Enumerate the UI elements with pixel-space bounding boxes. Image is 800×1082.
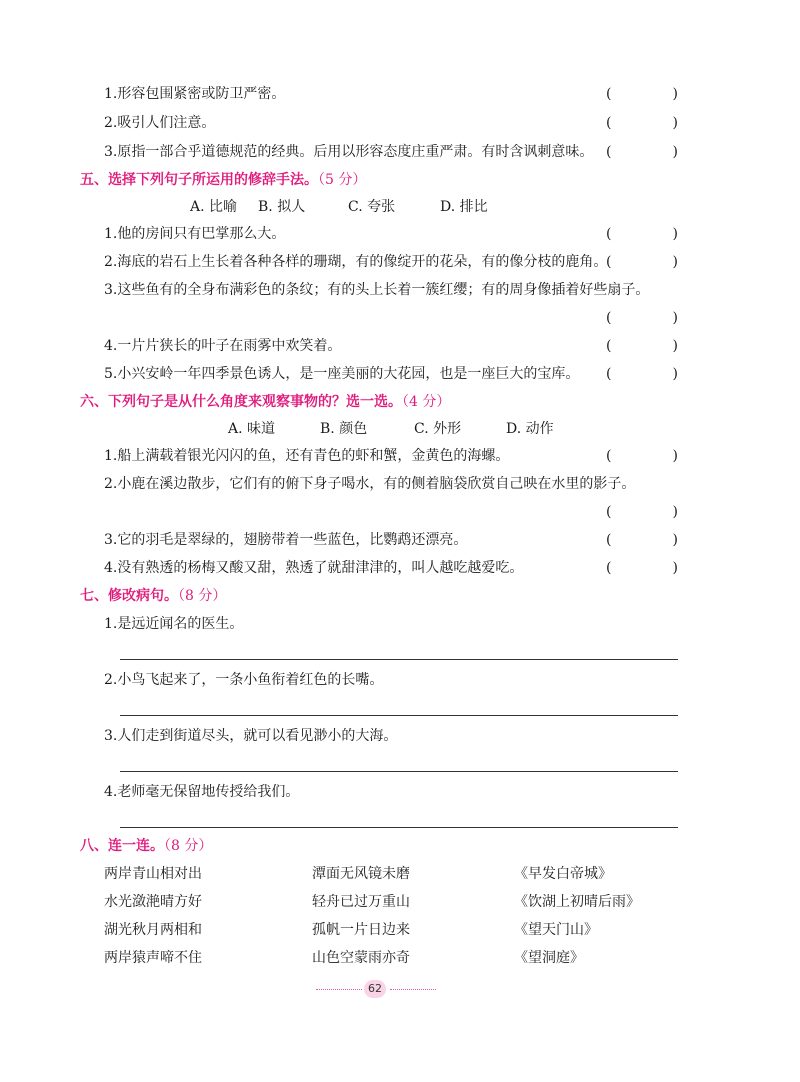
poem-title[interactable]: 《望天门山》: [514, 922, 598, 938]
section-7-title: 七、修改病句。（8 分）: [80, 588, 227, 604]
footer-divider: [390, 989, 436, 990]
question-6-1: 1.船上满载着银光闪闪的鱼，还有青色的虾和蟹，金黄色的海螺。: [104, 448, 510, 464]
poem-line-middle[interactable]: 轻舟已过万重山: [312, 894, 410, 910]
poem-title[interactable]: 《早发白帝城》: [514, 866, 612, 882]
poem-line-middle[interactable]: 孤帆一片日边来: [312, 922, 410, 938]
question-6-4: 4.没有熟透的杨梅又酸又甜，熟透了就甜津津的，叫人越吃越爱吃。: [104, 560, 524, 576]
poem-line-middle[interactable]: 山色空蒙雨亦奇: [312, 950, 410, 966]
question-5-4: 4.一片片狭长的叶子在雨雾中欢笑着。: [104, 338, 342, 354]
answer-line[interactable]: [120, 659, 678, 660]
question-5-3: 3.这些鱼有的全身布满彩色的条纹；有的头上长着一簇红缨；有的周身像插着好些扇子。: [104, 282, 650, 298]
poem-line-left[interactable]: 两岸猿声啼不住: [104, 950, 202, 966]
sentence-7-4: 4.老师毫无保留地传授给我们。: [104, 784, 300, 800]
question-6-3: 3.它的羽毛是翠绿的，翅膀带着一些蓝色，比鹦鹉还漂亮。: [104, 532, 468, 548]
option-a: A. 比喻: [190, 199, 238, 215]
poem-title[interactable]: 《望洞庭》: [514, 950, 584, 966]
option-c: C. 外形: [414, 421, 462, 437]
answer-line[interactable]: [120, 715, 678, 716]
poem-line-left[interactable]: 湖光秋月两相和: [104, 922, 202, 938]
idiom-clue-1: 1.形容包围紧密或防卫严密。: [104, 86, 286, 102]
option-b: B. 颜色: [320, 421, 368, 437]
answer-line[interactable]: [120, 827, 678, 828]
sentence-7-3: 3.人们走到街道尽头，就可以看见渺小的大海。: [104, 728, 398, 744]
section-8-title: 八、连一连。（8 分）: [80, 838, 213, 854]
option-d: D. 动作: [506, 421, 554, 437]
section-6-title: 六、下列句子是从什么角度来观察事物的？选一选。（4 分）: [80, 394, 451, 410]
page-footer: [316, 980, 436, 1000]
answer-line[interactable]: [120, 771, 678, 772]
idiom-clue-3: 3.原指一部合乎道德规范的经典。后用以形容态度庄重严肃。有时含讽刺意味。: [104, 144, 594, 160]
idiom-clue-2: 2.吸引人们注意。: [104, 115, 216, 131]
poem-title[interactable]: 《饮湖上初晴后雨》: [514, 894, 640, 910]
question-6-2: 2.小鹿在溪边散步，它们有的俯下身子喝水，有的侧着脑袋欣赏自己映在水里的影子。: [104, 476, 636, 492]
option-c: C. 夸张: [348, 199, 396, 215]
option-a: A. 味道: [228, 421, 276, 437]
sentence-7-2: 2.小鸟飞起来了，一条小鱼衔着红色的长嘴。: [104, 672, 384, 688]
question-5-1: 1.他的房间只有巴掌那么大。: [104, 226, 286, 242]
sentence-7-1: 1.是远近闻名的医生。: [104, 616, 244, 632]
footer-divider: [316, 989, 362, 990]
option-d: D. 排比: [440, 199, 488, 215]
question-5-2: 2.海底的岩石上生长着各种各样的珊瑚，有的像绽开的花朵，有的像分枝的鹿角。: [104, 254, 608, 270]
poem-line-left[interactable]: 两岸青山相对出: [104, 866, 202, 882]
section-5-title: 五、选择下列句子所运用的修辞手法。（5 分）: [80, 172, 367, 188]
poem-line-middle[interactable]: 潭面无风镜未磨: [312, 866, 410, 882]
question-5-5: 5.小兴安岭一年四季景色诱人，是一座美丽的大花园，也是一座巨大的宝库。: [104, 366, 580, 382]
poem-line-left[interactable]: 水光潋滟晴方好: [104, 894, 202, 910]
option-b: B. 拟人: [258, 199, 306, 215]
page-number: 62: [364, 980, 386, 998]
